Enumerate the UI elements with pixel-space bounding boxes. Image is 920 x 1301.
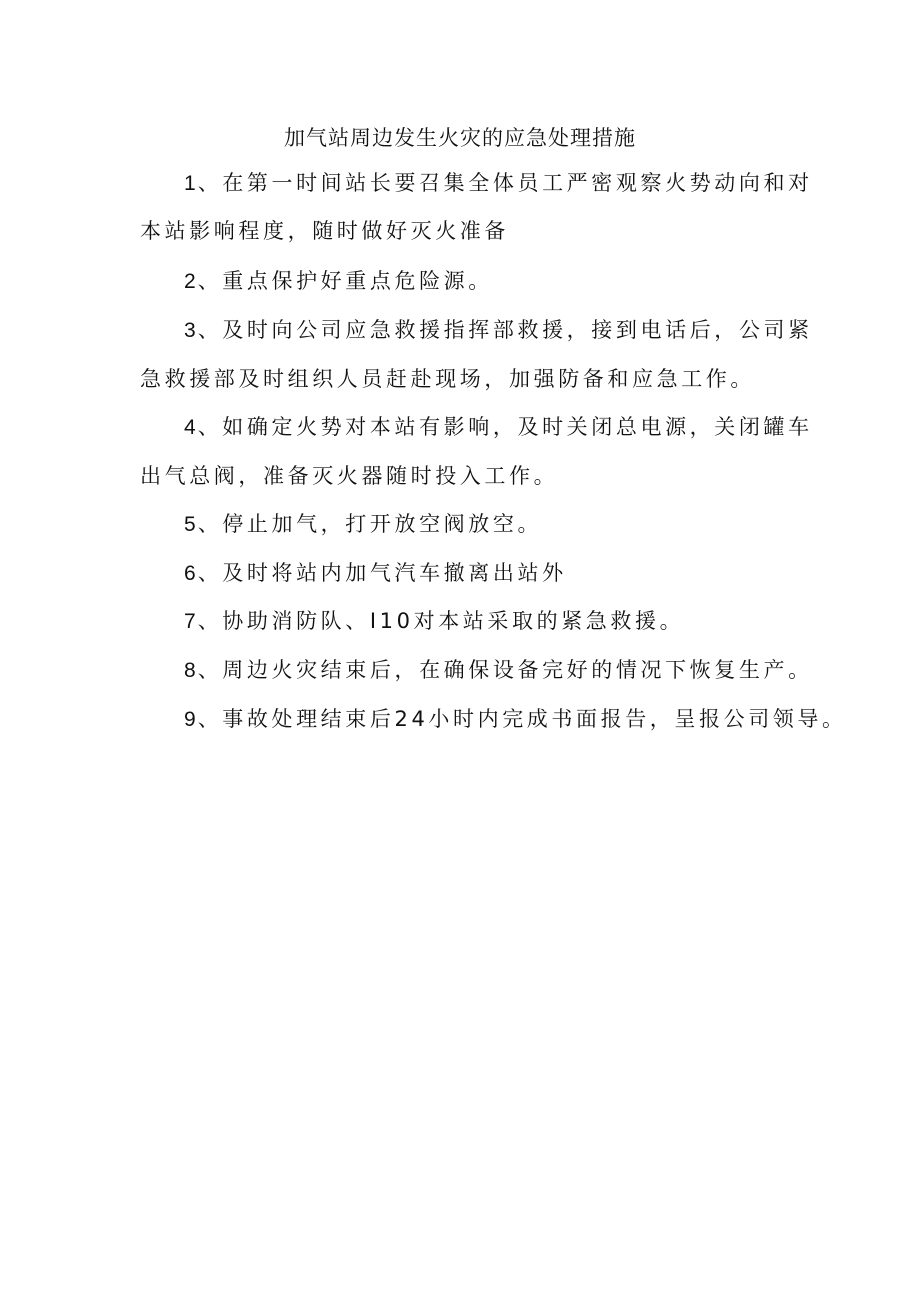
measure-item-3-continued (140, 364, 830, 394)
measure-item-9 (140, 704, 847, 735)
item-text: 、及时将站内加气汽车撤离出站外 (197, 561, 567, 585)
item-number: 6 (184, 562, 196, 585)
measure-line: 急救援部及时组织人员赶赴现场，加强防备和应急工作。 (140, 367, 755, 391)
measure-item-7 (140, 606, 830, 637)
item-number: 7 (184, 610, 196, 633)
measure-line (140, 704, 847, 735)
item-text: 、如确定火势对本站有影响，及时关闭总电源，关闭罐车 (197, 415, 813, 439)
measure-item-4-continued (140, 461, 830, 491)
measure-line: 出气总阀，准备灭火器随时投入工作。 (140, 464, 559, 488)
measure-line (140, 412, 830, 443)
measure-item-5 (140, 509, 830, 540)
measure-item-4 (140, 412, 830, 443)
measure-item-2 (140, 266, 830, 297)
item-number: 8 (184, 659, 196, 682)
item-number: 1 (184, 172, 196, 195)
item-number: 5 (184, 513, 196, 536)
item-text: 、事故处理结束后24小时内完成书面报告，呈报公司领导。 (197, 707, 847, 731)
item-number: 9 (184, 708, 196, 731)
measure-line (140, 558, 830, 589)
measure-line (140, 509, 830, 540)
measure-line (140, 655, 830, 686)
item-text: 、及时向公司应急救援指挥部救援，接到电话后，公司紧 (197, 318, 813, 342)
measure-line (140, 606, 830, 637)
item-text: 、协助消防队、I10对本站采取的紧急救援。 (197, 609, 685, 633)
measure-item-6 (140, 558, 830, 589)
measure-item-8 (140, 655, 830, 686)
item-number: 2 (184, 270, 196, 293)
item-text: 、停止加气，打开放空阀放空。 (197, 512, 543, 536)
item-text: 、周边火灾结束后，在确保设备完好的情况下恢复生产。 (197, 658, 813, 682)
measure-line (140, 315, 830, 346)
item-number: 3 (184, 319, 196, 342)
measure-line (140, 168, 830, 199)
item-text: 、在第一时间站长要召集全体员工严密观察火势动向和对 (197, 171, 813, 195)
measure-item-1 (140, 168, 830, 199)
measure-line: 本站影响程度，随时做好灭火准备 (140, 219, 509, 243)
item-text: 、重点保护好重点危险源。 (197, 269, 493, 293)
item-number: 4 (184, 416, 196, 439)
measure-line (140, 266, 830, 297)
measure-item-3 (140, 315, 830, 346)
measure-item-1-continued (140, 216, 830, 246)
document-title: 加气站周边发生火灾的应急处理措施 (284, 126, 636, 150)
